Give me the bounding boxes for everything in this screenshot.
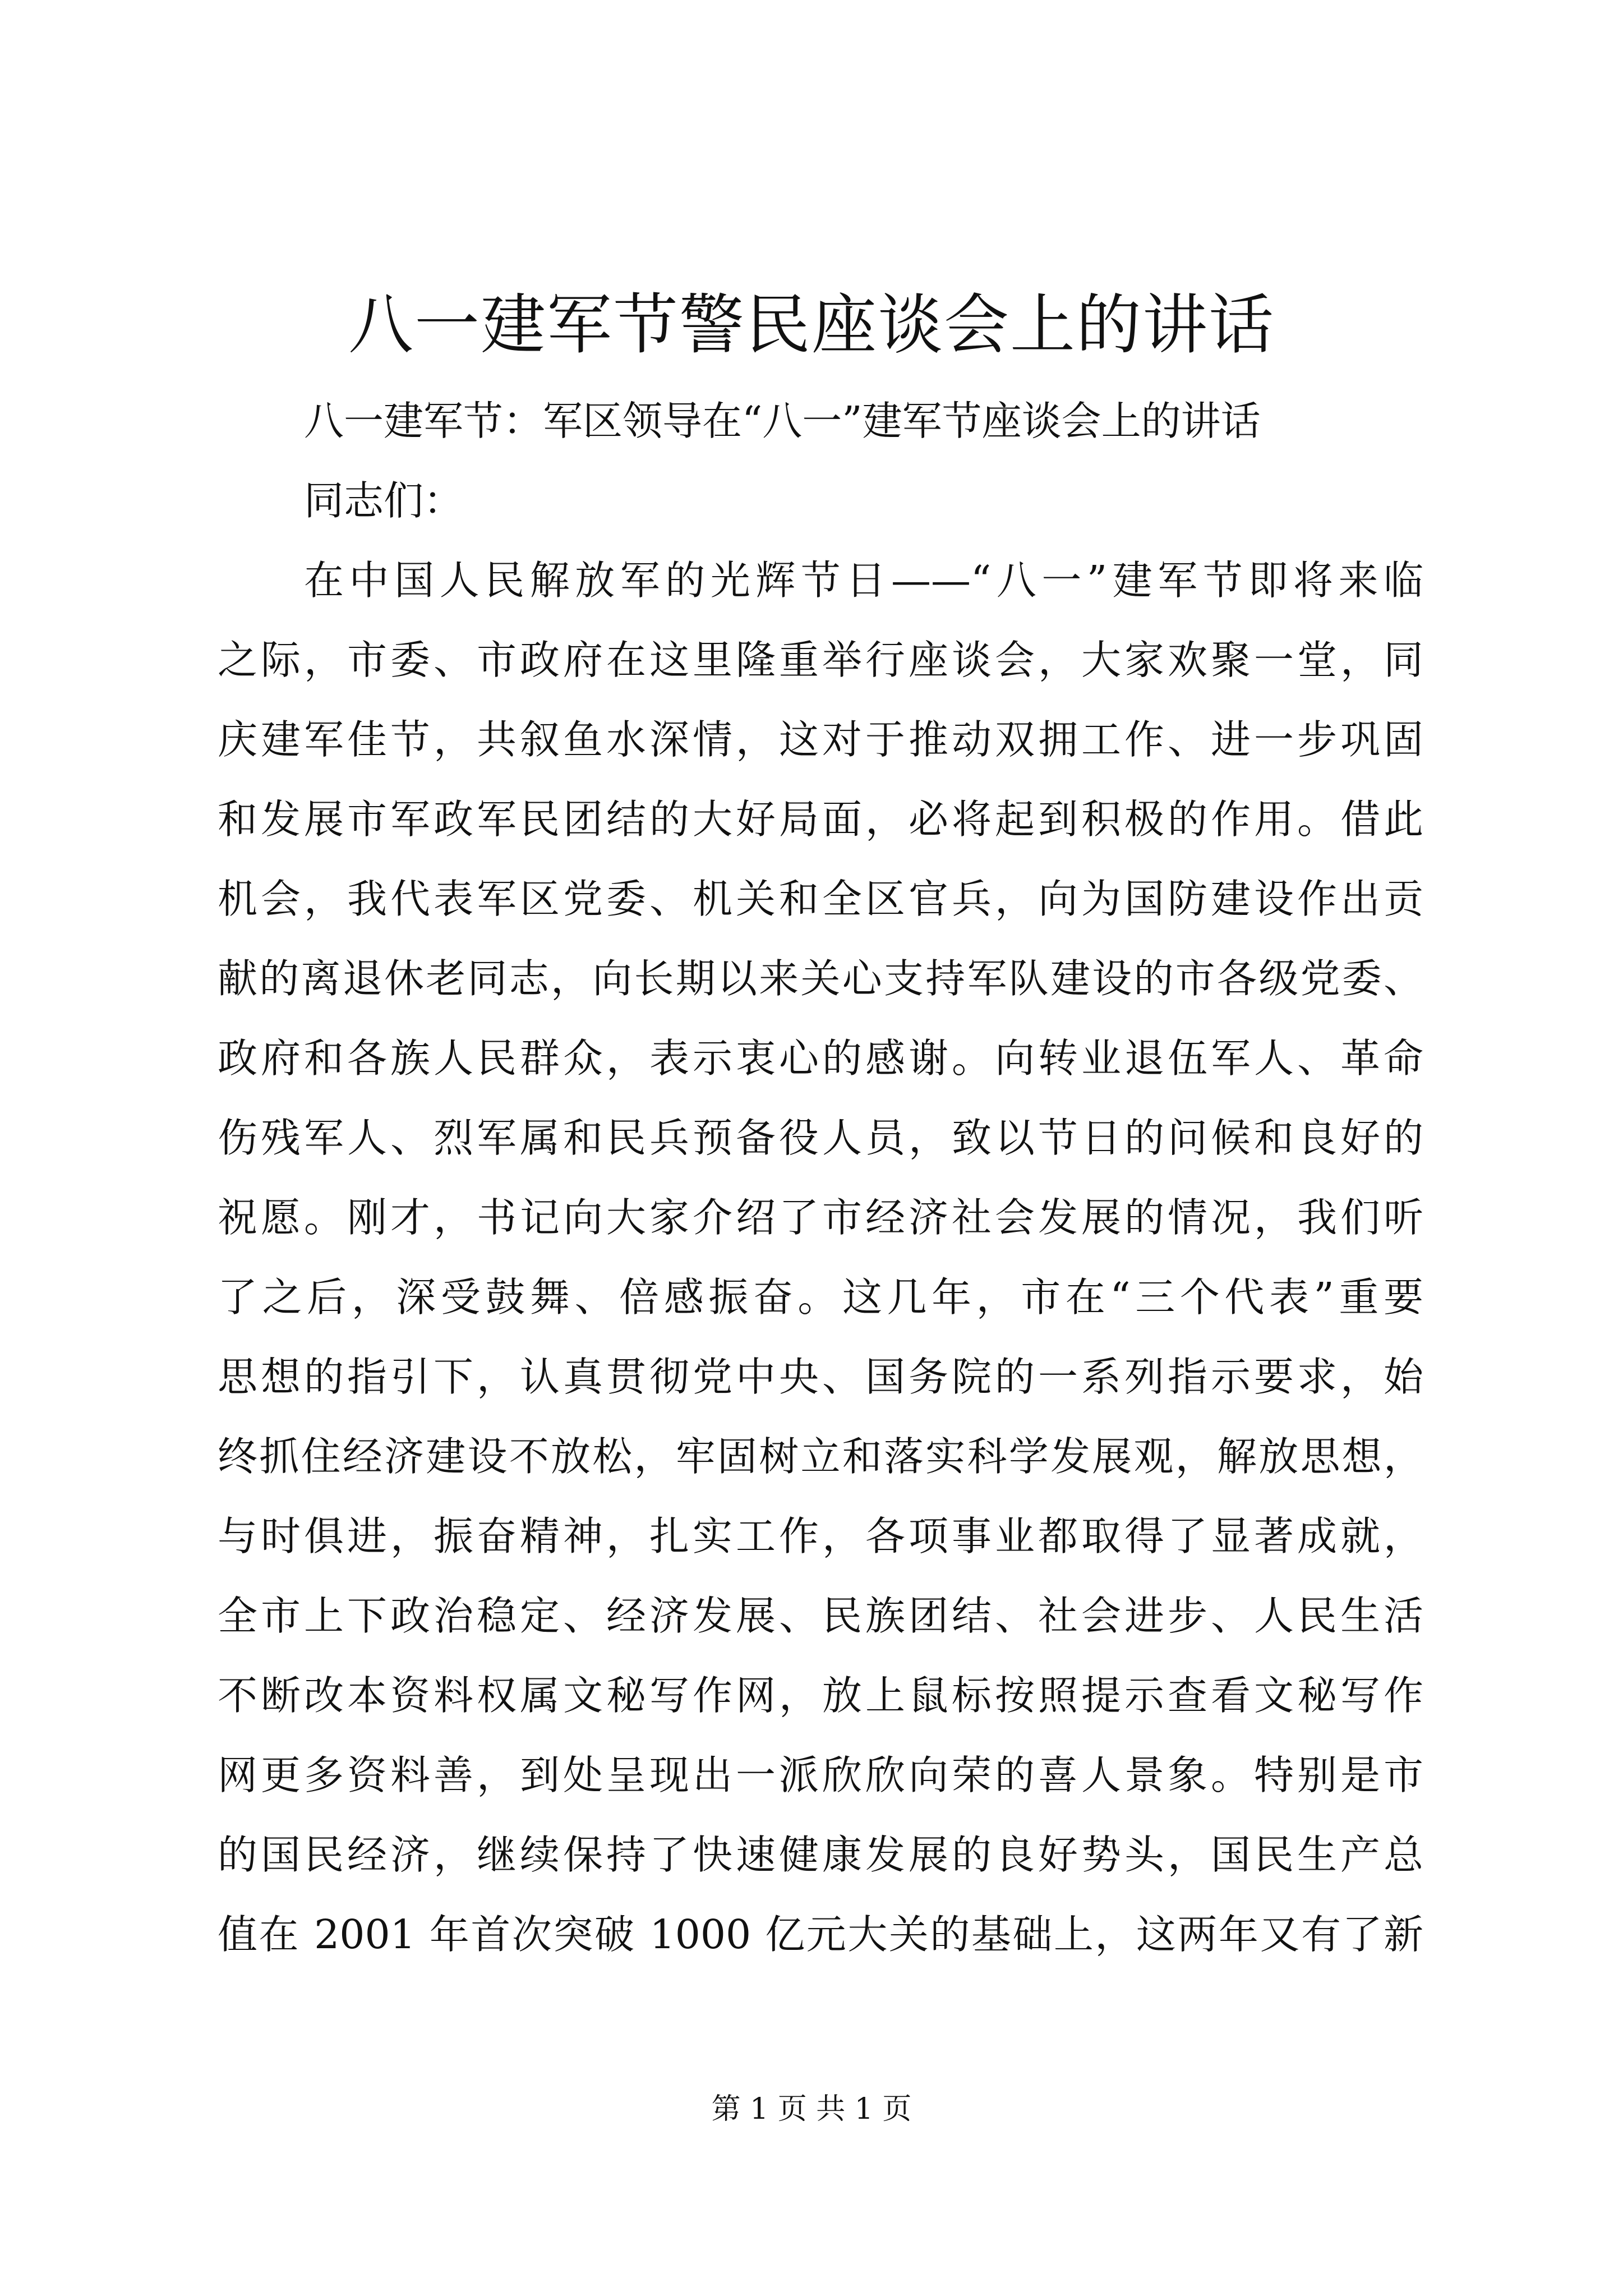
body-line: 不断改本资料权属文秘写作网，放上鼠标按照提示查看文秘写作 — [218, 1672, 1423, 1719]
document-title: 八一建军节警民座谈会上的讲话 — [348, 287, 1275, 363]
body-line: 伤残军人、烈军属和民兵预备役人员，致以节日的问候和良好的 — [218, 1115, 1423, 1161]
salutation: 同志们： — [304, 477, 464, 524]
body-line: 了之后，深受鼓舞、倍感振奋。这几年，市在“三个代表”重要 — [218, 1274, 1423, 1320]
page-footer: 第 1 页 共 1 页 — [711, 2092, 912, 2126]
body-line: 庆建军佳节，共叙鱼水深情，这对于推动双拥工作、进一步巩固 — [218, 716, 1423, 763]
body-line: 献的离退休老同志，向长期以来关心支持军队建设的市各级党委、 — [218, 955, 1423, 1002]
body-line: 和发展市军政军民团结的大好局面，必将起到积极的作用。借此 — [218, 796, 1423, 843]
body-line: 政府和各族人民群众，表示衷心的感谢。向转业退伍军人、革命 — [218, 1035, 1423, 1082]
body-line: 与时俱进，振奋精神，扎实工作，各项事业都取得了显著成就， — [218, 1513, 1423, 1559]
body-line: 之际，市委、市政府在这里隆重举行座谈会，大家欢聚一堂，同 — [218, 637, 1423, 683]
body-line: 机会，我代表军区党委、机关和全区官兵，向为国防建设作出贡 — [218, 876, 1423, 922]
body-line: 终抓住经济建设不放松，牢固树立和落实科学发展观，解放思想， — [218, 1433, 1423, 1480]
document-subtitle: 八一建军节：军区领导在“八一”建军节座谈会上的讲话 — [304, 398, 1261, 444]
body-line: 全市上下政治稳定、经济发展、民族团结、社会进步、人民生活 — [218, 1593, 1423, 1639]
body-line: 祝愿。刚才，书记向大家介绍了市经济社会发展的情况，我们听 — [218, 1194, 1423, 1241]
body-line: 值在 2001 年首次突破 1000 亿元大关的基础上，这两年又有了新 — [218, 1911, 1423, 1958]
body-line: 思想的指引下，认真贯彻党中央、国务院的一系列指示要求，始 — [218, 1354, 1423, 1400]
body-line: 在中国人民解放军的光辉节日——“八一”建军节即将来临 — [304, 557, 1423, 604]
body-line: 的国民经济，继续保持了快速健康发展的良好势头，国民生产总 — [218, 1832, 1423, 1878]
body-line: 网更多资料善，到处呈现出一派欣欣向荣的喜人景象。特别是市 — [218, 1752, 1423, 1798]
